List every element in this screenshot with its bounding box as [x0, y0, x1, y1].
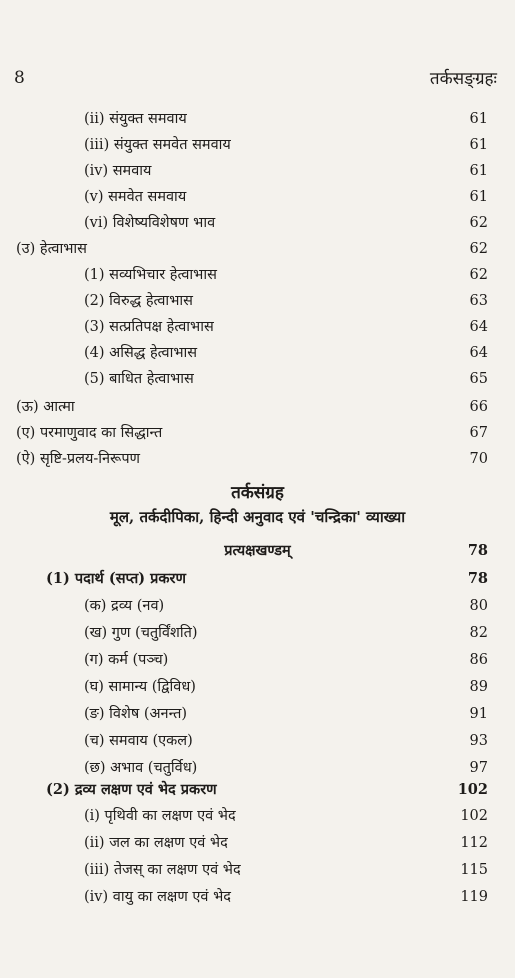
toc-entry: (ऐ) सृष्टि-प्रलय-निरूपण 70	[16, 451, 488, 467]
toc-entry: (ii) जल का लक्षण एवं भेद 112	[84, 835, 488, 851]
toc-entry: (1) सव्यभिचार हेत्वाभास 62	[84, 267, 488, 283]
toc-entry: (च) समवाय (एकल) 93	[84, 733, 488, 749]
toc-entry: (vi) विशेष्यविशेषण भाव 62	[84, 215, 488, 231]
running-title: तर्कसङ्ग्रहः	[429, 69, 497, 89]
toc-entry: (ख) गुण (चतुर्विंशति) 82	[84, 625, 488, 641]
toc-entry: (iii) संयुक्त समवेत समवाय 61	[84, 137, 488, 153]
toc-entry: (v) समवेत समवाय 61	[84, 189, 488, 205]
toc-entry: (5) बाधित हेत्वाभास 65	[84, 371, 488, 387]
toc-entry: (3) सत्प्रतिपक्ष हेत्वाभास 64	[84, 319, 488, 335]
toc-entry: (छ) अभाव (चतुर्विध) 97	[84, 760, 488, 776]
toc-entry: (2) विरुद्ध हेत्वाभास 63	[84, 293, 488, 309]
toc-entry: (ii) संयुक्त समवाय 61	[84, 111, 488, 127]
toc-entry: (ए) परमाणुवाद का सिद्धान्त 67	[16, 425, 488, 441]
toc-entry: (ऊ) आत्मा 66	[16, 399, 488, 415]
toc-entry: (iv) समवाय 61	[84, 163, 488, 179]
toc-entry: (iv) वायु का लक्षण एवं भेद 119	[84, 889, 488, 905]
toc-entry: (ङ) विशेष (अनन्त) 91	[84, 706, 488, 722]
toc-entry: (1) पदार्थ (सप्त) प्रकरण 78	[46, 570, 488, 587]
toc-entry: (iii) तेजस् का लक्षण एवं भेद 115	[84, 862, 488, 878]
section-subheading: मूल, तर्कदीपिका, हिन्दी अनुवाद एवं 'चन्द्रिका' व्याख्या	[109, 508, 406, 526]
toc-entry: (i) पृथिवी का लक्षण एवं भेद 102	[84, 808, 488, 824]
page-number: 8	[14, 68, 25, 88]
toc-entry: (ग) कर्म (पञ्च) 86	[84, 652, 488, 668]
khand-entry: प्रत्यक्षखण्डम् 78	[224, 542, 488, 559]
toc-entry: (4) असिद्ध हेत्वाभास 64	[84, 345, 488, 361]
section-heading: तर्कसंग्रह	[231, 483, 284, 503]
toc-entry: (उ) हेत्वाभास 62	[16, 241, 488, 257]
toc-entry: (क) द्रव्य (नव) 80	[84, 598, 488, 614]
toc-entry: (घ) सामान्य (द्विविध) 89	[84, 679, 488, 695]
toc-entry: (2) द्रव्य लक्षण एवं भेद प्रकरण 102	[46, 781, 488, 798]
